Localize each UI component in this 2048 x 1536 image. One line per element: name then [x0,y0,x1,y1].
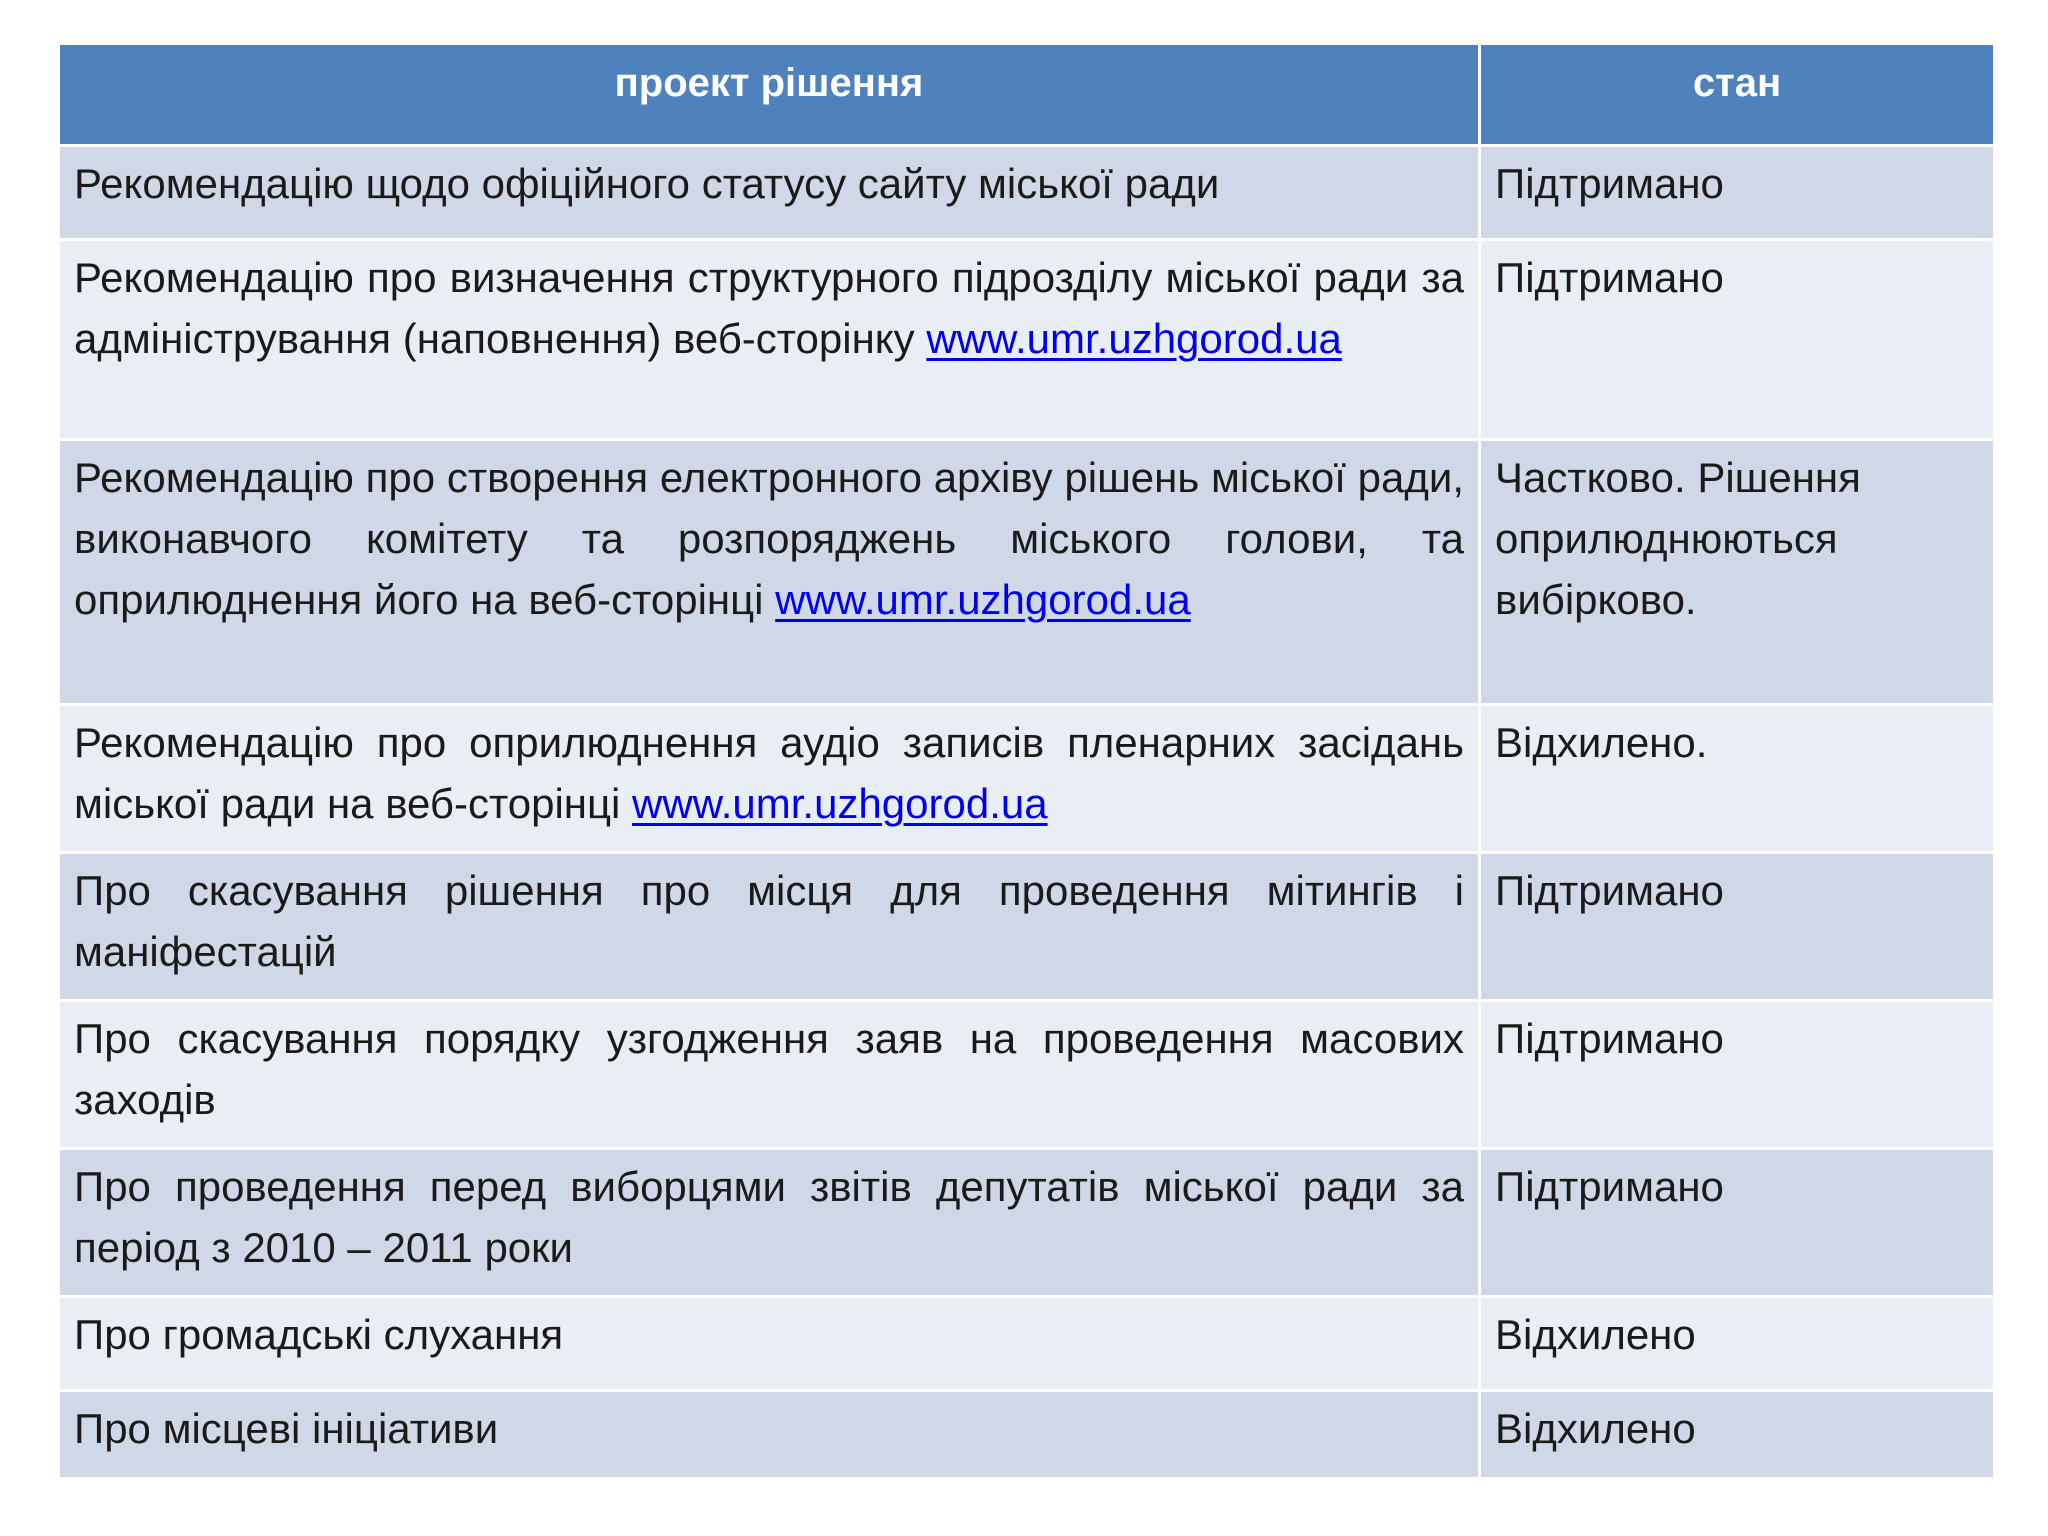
header-status: стан [1480,44,1995,146]
proposal-cell [59,146,1480,240]
status-cell: Відхилено [1480,1391,1995,1479]
proposal-cell [59,705,1480,853]
table-row [59,705,1995,853]
status-cell: Підтримано [1480,146,1995,240]
website-link[interactable]: www.umr.uzhgorod.ua [775,576,1191,623]
proposal-text: Рекомендацію про створення електронного архіву рішень міської ради, виконавчого комітету та розпоряджень міського голови, та оприлюднення його на веб-сторінці [74,454,1464,623]
website-link[interactable]: www.umr.uzhgorod.ua [632,780,1048,827]
table-header-row [59,44,1995,146]
proposal-text: Про скасування рішення про місця для проведення мітингів і маніфестацій [74,867,1464,975]
table-row [59,440,1995,705]
proposal-text: Рекомендацію про оприлюднення аудіо записів пленарних засідань міської ради на веб-сторінці [74,719,1464,827]
table-row [59,240,1995,440]
proposal-text: Про проведення перед виборцями звітів депутатів міської ради за період з 2010 – 2011 роки [74,1163,1464,1271]
status-cell: Підтримано [1480,240,1995,440]
table-row [59,1391,1995,1479]
proposal-text: Рекомендацію про визначення структурного підрозділу міської ради за адміністрування (наповнення) веб-сторінку [74,254,1464,362]
table-row [59,1001,1995,1149]
table-row [59,853,1995,1001]
decisions-table [57,42,1996,1480]
proposal-text: Рекомендацію щодо офіційного статусу сайту міської ради [74,160,1220,207]
header-proposal: проект рішення [59,44,1480,146]
status-cell: Відхилено [1480,1297,1995,1391]
proposal-cell [59,1001,1480,1149]
proposal-cell [59,853,1480,1001]
table-row [59,146,1995,240]
proposal-text: Про скасування порядку узгодження заяв на проведення масових заходів [74,1015,1464,1123]
proposal-cell [59,440,1480,705]
proposal-text: Про громадські слухання [74,1311,564,1358]
status-cell: Підтримано [1480,853,1995,1001]
table-row [59,1149,1995,1297]
status-cell: Відхилено. [1480,705,1995,853]
status-cell: Підтримано [1480,1001,1995,1149]
proposal-cell [59,1391,1480,1479]
proposal-cell [59,240,1480,440]
website-link[interactable]: www.umr.uzhgorod.ua [926,315,1342,362]
table-row [59,1297,1995,1391]
proposal-cell [59,1297,1480,1391]
status-cell: Частково. Рішення оприлюднюються вибірково. [1480,440,1995,705]
proposal-cell [59,1149,1480,1297]
proposal-text: Про місцеві ініціативи [74,1405,499,1452]
status-cell: Підтримано [1480,1149,1995,1297]
